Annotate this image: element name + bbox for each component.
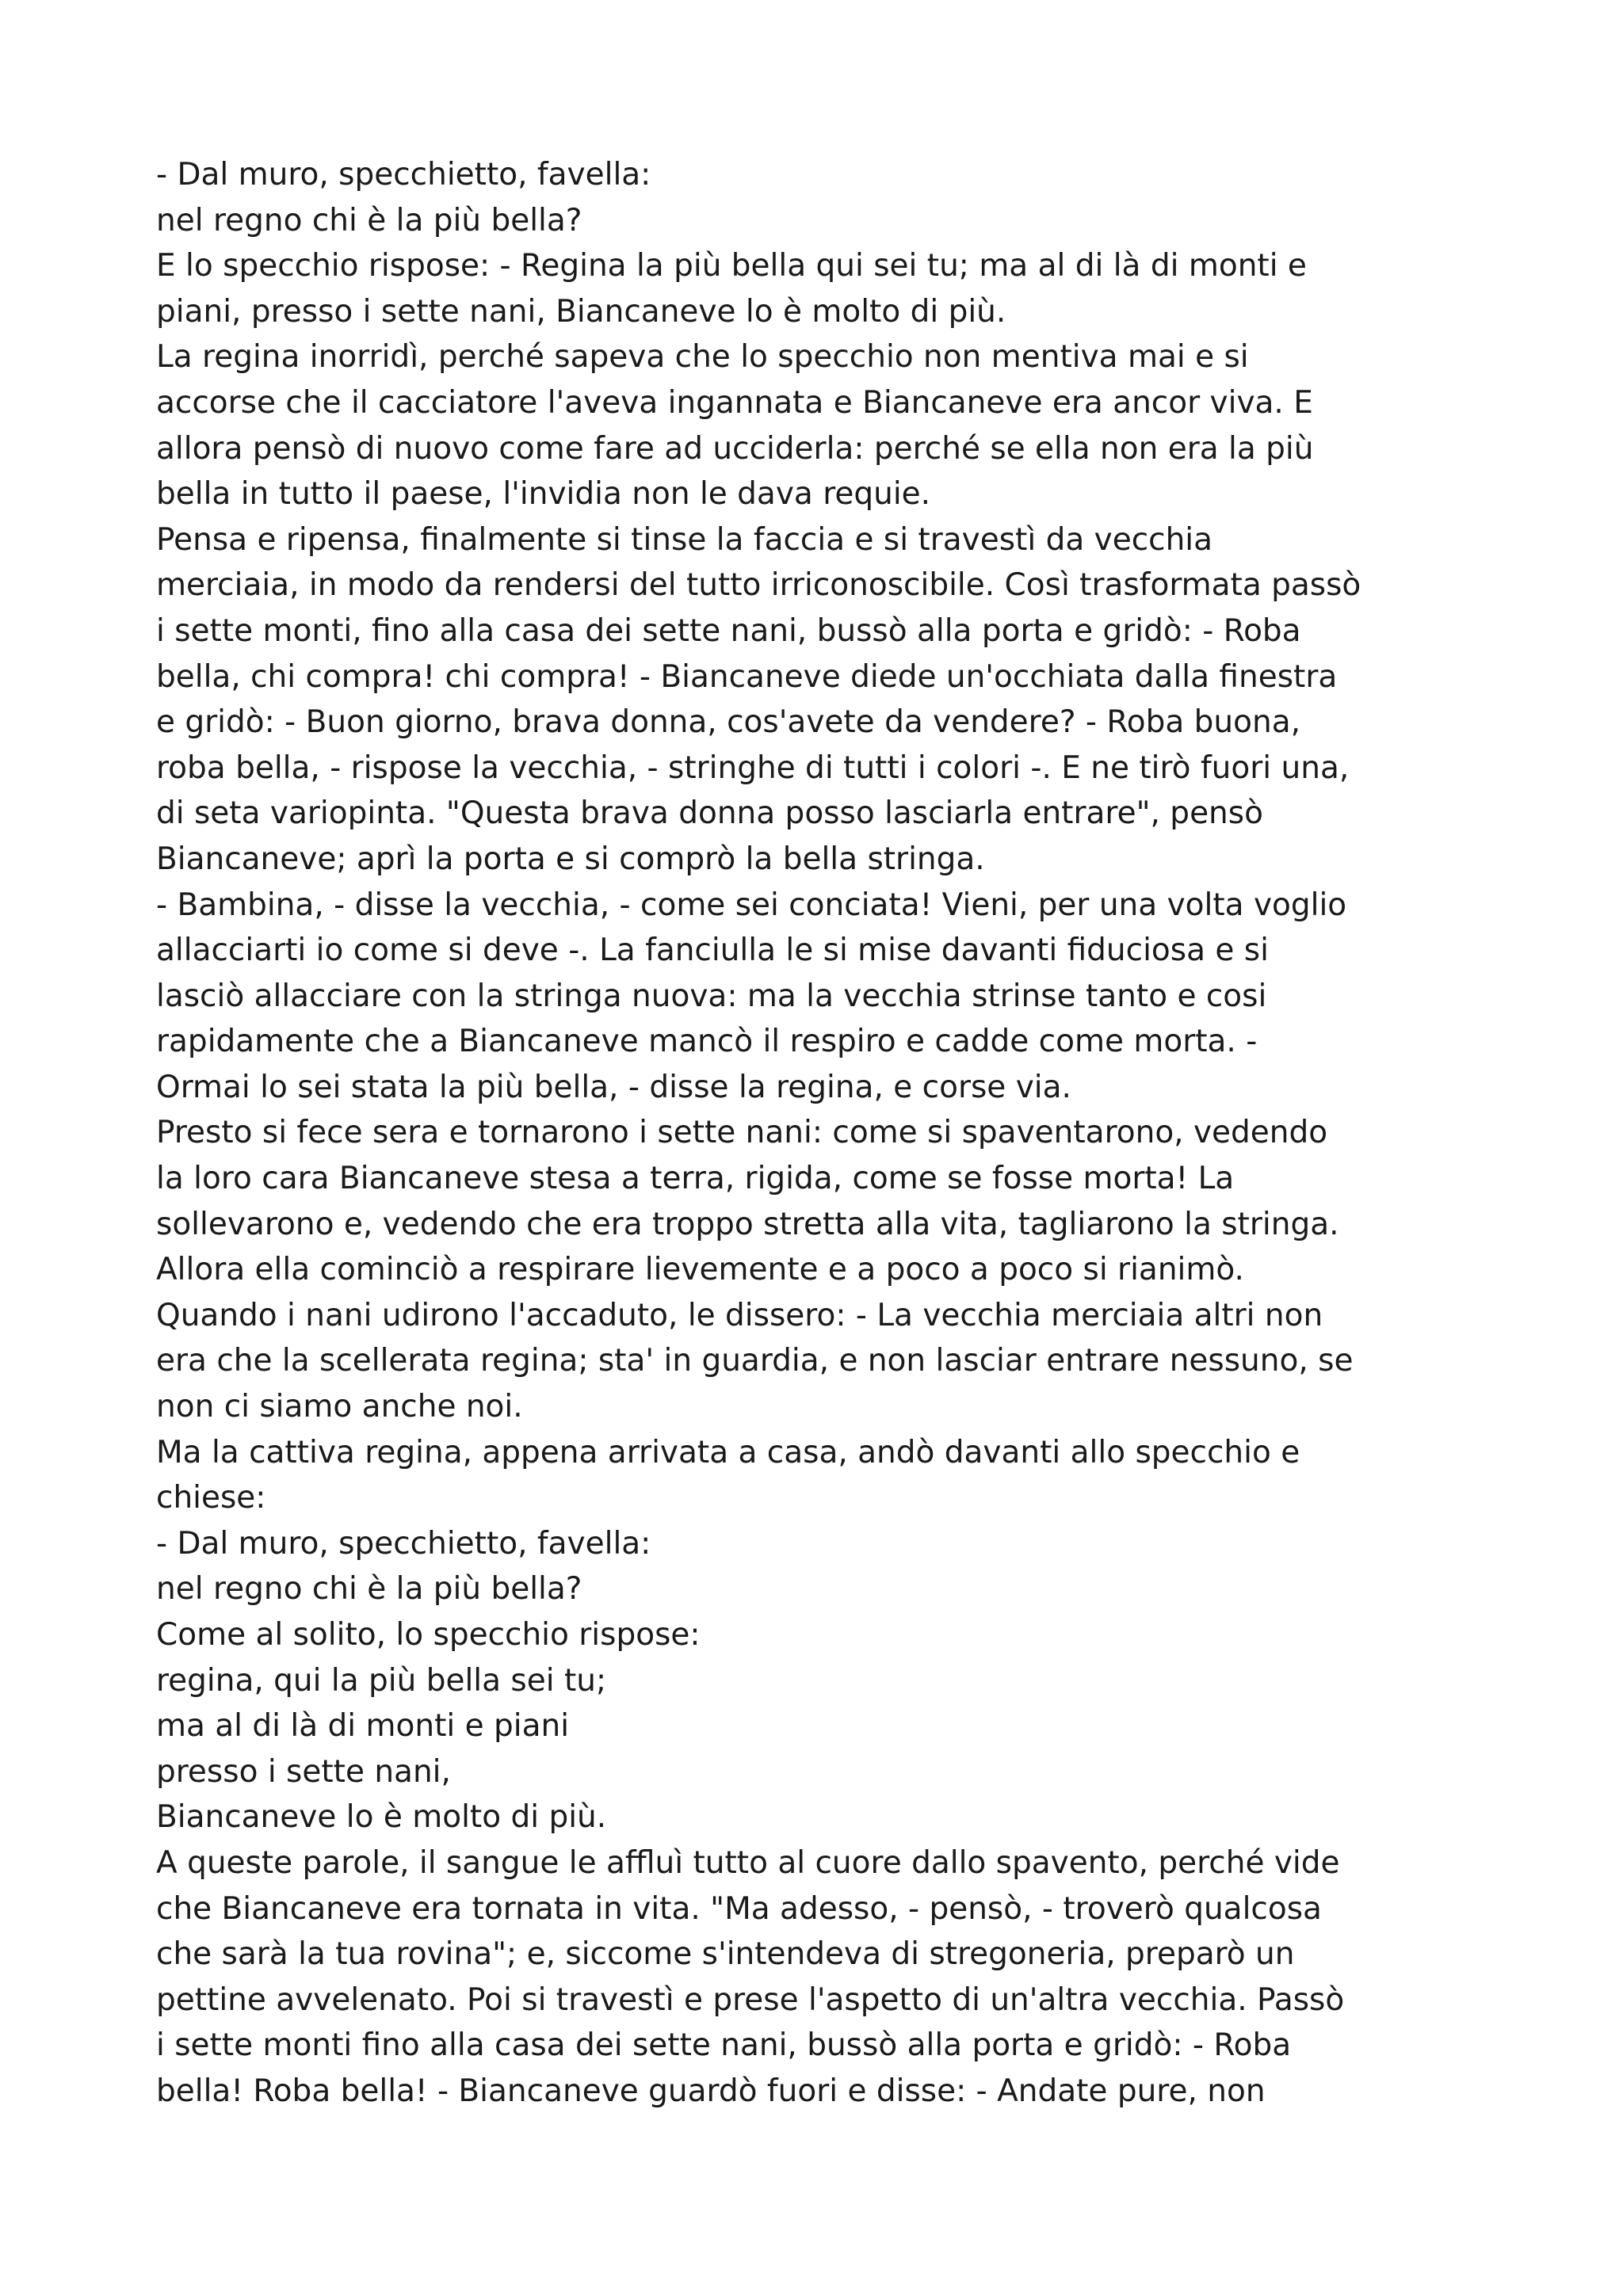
text-line: presso i sette nani,: [156, 1753, 451, 1790]
text-line: allora pensò di nuovo come fare ad ucciderla: perché se ella non era la più: [156, 430, 1314, 467]
text-line: bella, chi compra! chi compra! - Biancaneve diede un'occhiata dalla finestra: [156, 658, 1338, 695]
text-line: Presto si fece sera e tornarono i sette nani: come si spaventarono, vedendo: [156, 1115, 1328, 1151]
text-line: E lo specchio rispose: - Regina la più bella qui sei tu; ma al di là di monti e: [156, 248, 1307, 284]
text-line: lasciò allacciare con la stringa nuova: ma la vecchia strinse tanto e cosi: [156, 978, 1267, 1014]
text-line: non ci siamo anche noi.: [156, 1389, 523, 1425]
text-line: bella in tutto il paese, l'invidia non le dava requie.: [156, 476, 931, 513]
text-line: bella! Roba bella! - Biancaneve guardò fuori e disse: - Andate pure, non: [156, 2073, 1266, 2109]
text-line: Ma la cattiva regina, appena arrivata a casa, andò davanti allo specchio e: [156, 1434, 1300, 1470]
text-line: Allora ella cominciò a respirare lievemente e a poco a poco si rianimò.: [156, 1252, 1244, 1288]
story-text-body: [156, 152, 1487, 2115]
text-line: Biancaneve lo è molto di più.: [156, 1799, 607, 1836]
text-line: - Bambina, - disse la vecchia, - come sei conciata! Vieni, per una volta voglio: [156, 887, 1347, 923]
text-line: nel regno chi è la più bella?: [156, 202, 582, 238]
text-line: A queste parole, il sangue le affluì tutto al cuore dallo spavento, perché vide: [156, 1844, 1340, 1881]
text-line: roba bella, - rispose la vecchia, - stringhe di tutti i colori -. E ne tirò fuori una,: [156, 749, 1350, 786]
text-line: i sette monti, fino alla casa dei sette nani, bussò alla porta e gridò: - Roba: [156, 612, 1301, 649]
text-line: accorse che il cacciatore l'aveva ingannata e Biancaneve era ancor viva. E: [156, 384, 1313, 421]
text-line: - Dal muro, specchietto, favella:: [156, 1525, 651, 1562]
text-line: rapidamente che a Biancaneve mancò il respiro e cadde come morta. -: [156, 1024, 1258, 1060]
text-line: sollevarono e, vedendo che era troppo stretta alla vita, tagliarono la stringa.: [156, 1206, 1339, 1242]
text-line: regina, qui la più bella sei tu;: [156, 1662, 607, 1699]
text-line: nel regno chi è la più bella?: [156, 1571, 582, 1608]
text-line: La regina inorridì, perché sapeva che lo specchio non mentiva mai e si: [156, 339, 1249, 376]
text-line: di seta variopinta. "Questa brava donna posso lasciarla entrare", pensò: [156, 795, 1263, 832]
text-line: e gridò: - Buon giorno, brava donna, cos'avete da vendere? - Roba buona,: [156, 704, 1301, 741]
text-line: Ormai lo sei stata la più bella, - disse la regina, e corse via.: [156, 1069, 1071, 1105]
text-line: Biancaneve; aprì la porta e si comprò la bella stringa.: [156, 841, 985, 877]
text-line: era che la scellerata regina; sta' in guardia, e non lasciar entrare nessuno, se: [156, 1343, 1354, 1379]
text-line: ma al di là di monti e piani: [156, 1708, 570, 1745]
text-line: Quando i nani udirono l'accaduto, le dissero: - La vecchia merciaia altri non: [156, 1297, 1323, 1333]
text-line: - Dal muro, specchietto, favella:: [156, 157, 651, 193]
text-line: che Biancaneve era tornata in vita. "Ma adesso, - pensò, - troverò qualcosa: [156, 1890, 1322, 1927]
text-line: Come al solito, lo specchio rispose:: [156, 1617, 701, 1653]
text-line: la loro cara Biancaneve stesa a terra, rigida, come se fosse morta! La: [156, 1161, 1235, 1197]
text-line: Pensa e ripensa, finalmente si tinse la faccia e si travestì da vecchia: [156, 521, 1213, 558]
text-line: piani, presso i sette nani, Biancaneve lo è molto di più.: [156, 293, 1006, 330]
text-line: allacciarti io come si deve -. La fanciulla le si mise davanti fiduciosa e si: [156, 933, 1269, 969]
text-line: chiese:: [156, 1480, 266, 1516]
text-line: pettine avvelenato. Poi si travestì e prese l'aspetto di un'altra vecchia. Passò: [156, 1981, 1345, 2018]
text-line: che sarà la tua rovina"; e, siccome s'intendeva di stregoneria, preparò un: [156, 1936, 1295, 1973]
text-line: i sette monti fino alla casa dei sette nani, bussò alla porta e gridò: - Roba: [156, 2027, 1292, 2064]
text-line: merciaia, in modo da rendersi del tutto irriconoscibile. Così trasformata passò: [156, 567, 1361, 604]
